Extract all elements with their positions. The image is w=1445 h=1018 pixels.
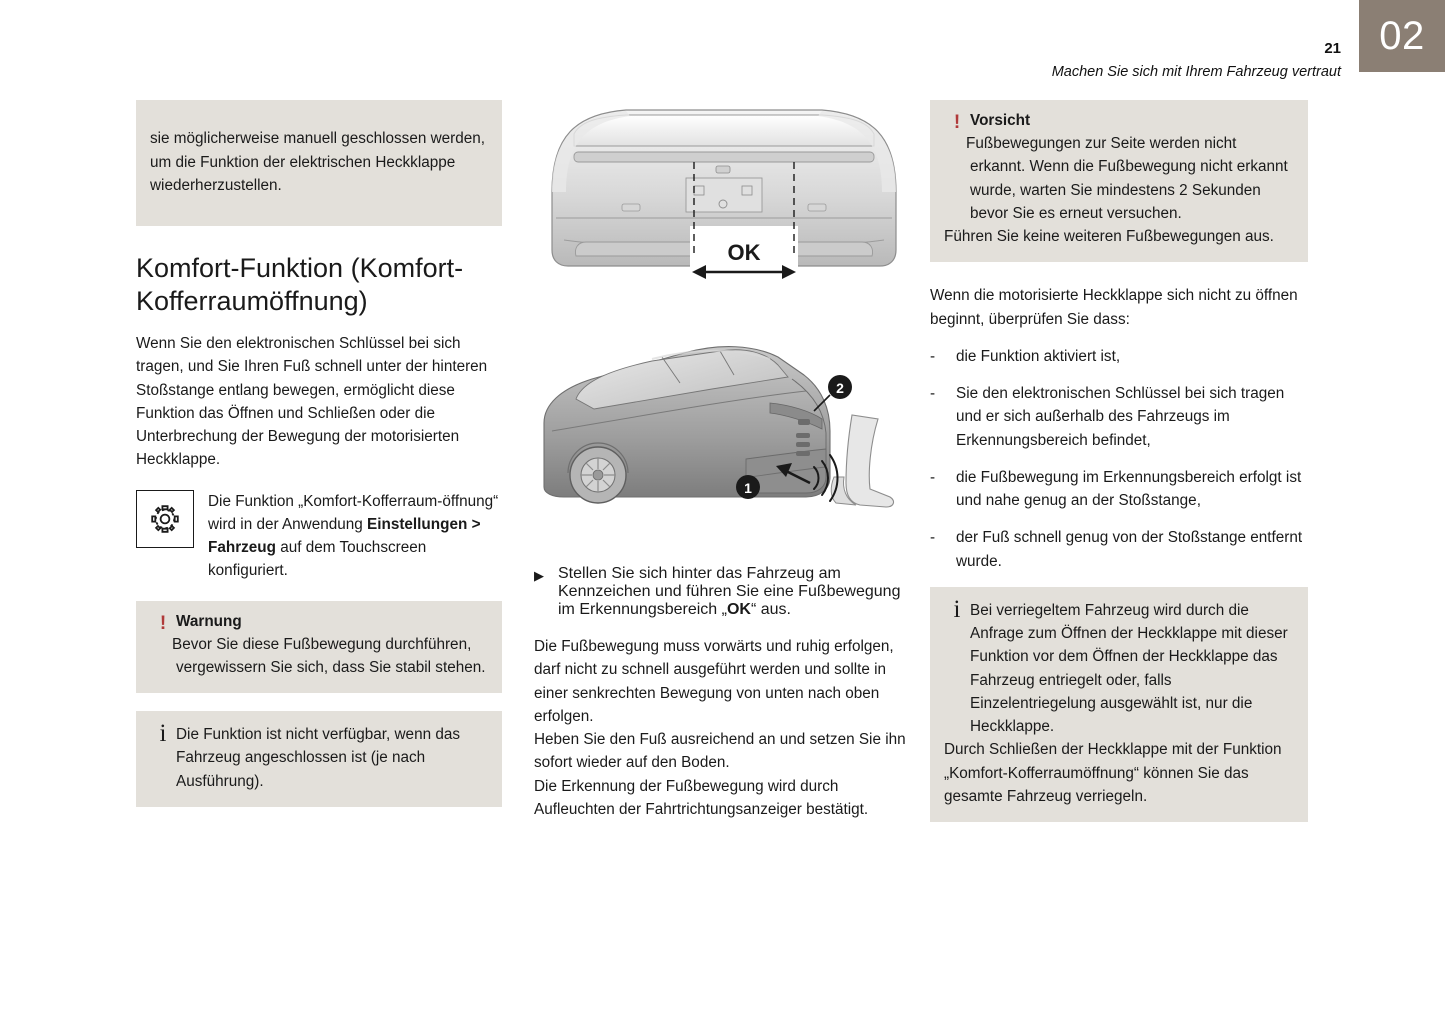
callout-1-label: 1 bbox=[744, 480, 752, 496]
intro-continuation-box bbox=[136, 100, 502, 226]
instruction-text-part-1: Stellen Sie sich hinter das Fahrzeug am Kennzeichen und führen Sie eine Fußbewegung im Erkennungsbereich „ bbox=[558, 565, 901, 618]
warning-box-header bbox=[150, 613, 488, 633]
right-info-row bbox=[944, 595, 1294, 739]
section-title: Komfort-Funktion (Komfort-Kofferraumöffnung) bbox=[136, 253, 464, 317]
instruction-ok-label: OK bbox=[726, 601, 751, 618]
checklist-item-2: Sie den elektronischen Schlüssel bei sich tragen und er sich außerhalb des Fahrzeugs im Erkennungsbereich befindet, bbox=[956, 385, 1285, 449]
instruction-step bbox=[534, 565, 914, 619]
instruction-text-part-2: “ aus. bbox=[750, 601, 791, 618]
info-icon: i bbox=[159, 720, 167, 748]
arrow-icon: ▶ bbox=[534, 568, 544, 583]
right-info-body-2: Durch Schließen der Heckklappe mit der Funktion „Komfort-Kofferraumöffnung“ können Sie das gesamte Fahrzeug verriegeln. bbox=[944, 741, 1282, 805]
checklist-item-3: die Fußbewegung im Erkennungsbereich erfolgt ist und nahe genug an der Stoßstange, bbox=[956, 468, 1302, 509]
page-number: 21 bbox=[1324, 40, 1341, 57]
warning-box-body: Bevor Sie diese Fußbewegung durchführen, vergewissern Sie sich, dass Sie stabil stehen. bbox=[172, 635, 486, 676]
ok-zone-label: OK bbox=[727, 240, 761, 265]
left-column bbox=[136, 100, 502, 807]
caution-box-header bbox=[944, 112, 1294, 132]
checklist bbox=[930, 345, 1308, 573]
middle-paragraph-3: Die Erkennung der Fußbewegung wird durch Aufleuchten der Fahrtrichtungsanzeiger bestätigt. bbox=[534, 777, 869, 818]
left-info-body: Die Funktion ist nicht verfügbar, wenn das Fahrzeug angeschlossen ist (je nach Ausführung). bbox=[176, 726, 460, 790]
list-dash: - bbox=[930, 385, 936, 402]
list-dash: - bbox=[930, 529, 936, 547]
caution-box-title: Vorsicht bbox=[970, 112, 1031, 129]
gear-icon bbox=[136, 490, 194, 548]
info-icon: i bbox=[953, 595, 961, 623]
list-dash: - bbox=[930, 468, 936, 486]
middle-paragraph-2: Heben Sie den Fuß ausreichend an und setzen Sie ihn sofort wieder auf den Boden. bbox=[534, 731, 906, 772]
callout-2-label: 2 bbox=[836, 380, 844, 396]
vehicle-foot-movement-diagram bbox=[534, 327, 914, 547]
settings-note-text bbox=[208, 490, 502, 583]
right-column bbox=[930, 100, 1308, 822]
list-item bbox=[930, 466, 1308, 513]
middle-paragraph-1: Die Fußbewegung muss vorwärts und ruhig erfolgen, darf nicht zu schnell ausgeführt werden und sollte in einer senkrechten Bewegung von unten nach oben erfolgen. bbox=[534, 638, 894, 725]
chapter-number-tab bbox=[1359, 0, 1445, 72]
warning-box bbox=[136, 601, 502, 694]
list-item bbox=[930, 382, 1308, 452]
settings-note-path: Einstellungen > Fahrzeug bbox=[208, 515, 481, 557]
warning-icon: ! bbox=[159, 612, 167, 634]
middle-column bbox=[534, 100, 914, 835]
caution-icon: ! bbox=[953, 112, 961, 133]
right-info-body-1: Bei verriegeltem Fahrzeug wird durch die Anfrage zum Öffnen der Heckklappe mit dieser Funktion vor dem Öffnen der Heckklappe das Fahrzeug entriegelt oder, falls Einzelentriegelung ausgewählt ist, nur die Heckklappe. bbox=[970, 601, 1288, 735]
settings-note bbox=[136, 490, 502, 583]
list-item bbox=[930, 345, 1308, 368]
left-info-box bbox=[136, 711, 502, 807]
warning-box-title: Warnung bbox=[176, 612, 242, 630]
checklist-item-1: die Funktion aktiviert ist, bbox=[956, 347, 1121, 365]
chapter-number: 02 bbox=[1379, 14, 1425, 58]
right-paragraph-1: Wenn die motorisierte Heckklappe sich nicht zu öffnen beginnt, überprüfen Sie dass: bbox=[930, 287, 1298, 328]
intro-continuation-text: sie möglicherweise manuell geschlossen werden, um die Funktion der elektrischen Heckklappe wiederherzustellen. bbox=[150, 130, 486, 194]
left-info-row bbox=[150, 720, 488, 793]
settings-note-text-before: Die Funktion „Komfort-Kofferraum-öffnung“ wird in der Anwendung bbox=[208, 492, 499, 533]
checklist-item-4: der Fuß schnell genug von der Stoßstange entfernt wurde. bbox=[956, 529, 1303, 570]
caution-box bbox=[930, 100, 1308, 262]
header-title: Machen Sie sich mit Ihrem Fahrzeug vertraut bbox=[1051, 64, 1341, 80]
instruction-step-text bbox=[558, 565, 914, 619]
settings-note-text-after: auf dem Touchscreen konfiguriert. bbox=[208, 539, 427, 580]
caution-box-body-1: Fußbewegungen zur Seite werden nicht erkannt. Wenn die Fußbewegung nicht erkannt wurde, warten Sie mindestens 2 Sekunden bevor Sie es erneut versuchen. bbox=[966, 135, 1288, 222]
list-dash: - bbox=[930, 347, 936, 365]
list-item bbox=[930, 526, 1308, 573]
left-paragraph-1: Wenn Sie den elektronischen Schlüssel bei sich tragen, und Sie Ihren Fuß schnell unter der hinteren Stoßstange entlang bewegen, ermöglicht diese Funktion das Öffnen und Schließen oder die Unterbrechung der Bewegung der motorisierten Heckklappe. bbox=[136, 335, 488, 469]
right-info-box bbox=[930, 587, 1308, 822]
rear-bumper-detection-zone-diagram bbox=[534, 100, 914, 305]
caution-box-body-2: Führen Sie keine weiteren Fußbewegungen aus. bbox=[944, 228, 1274, 245]
